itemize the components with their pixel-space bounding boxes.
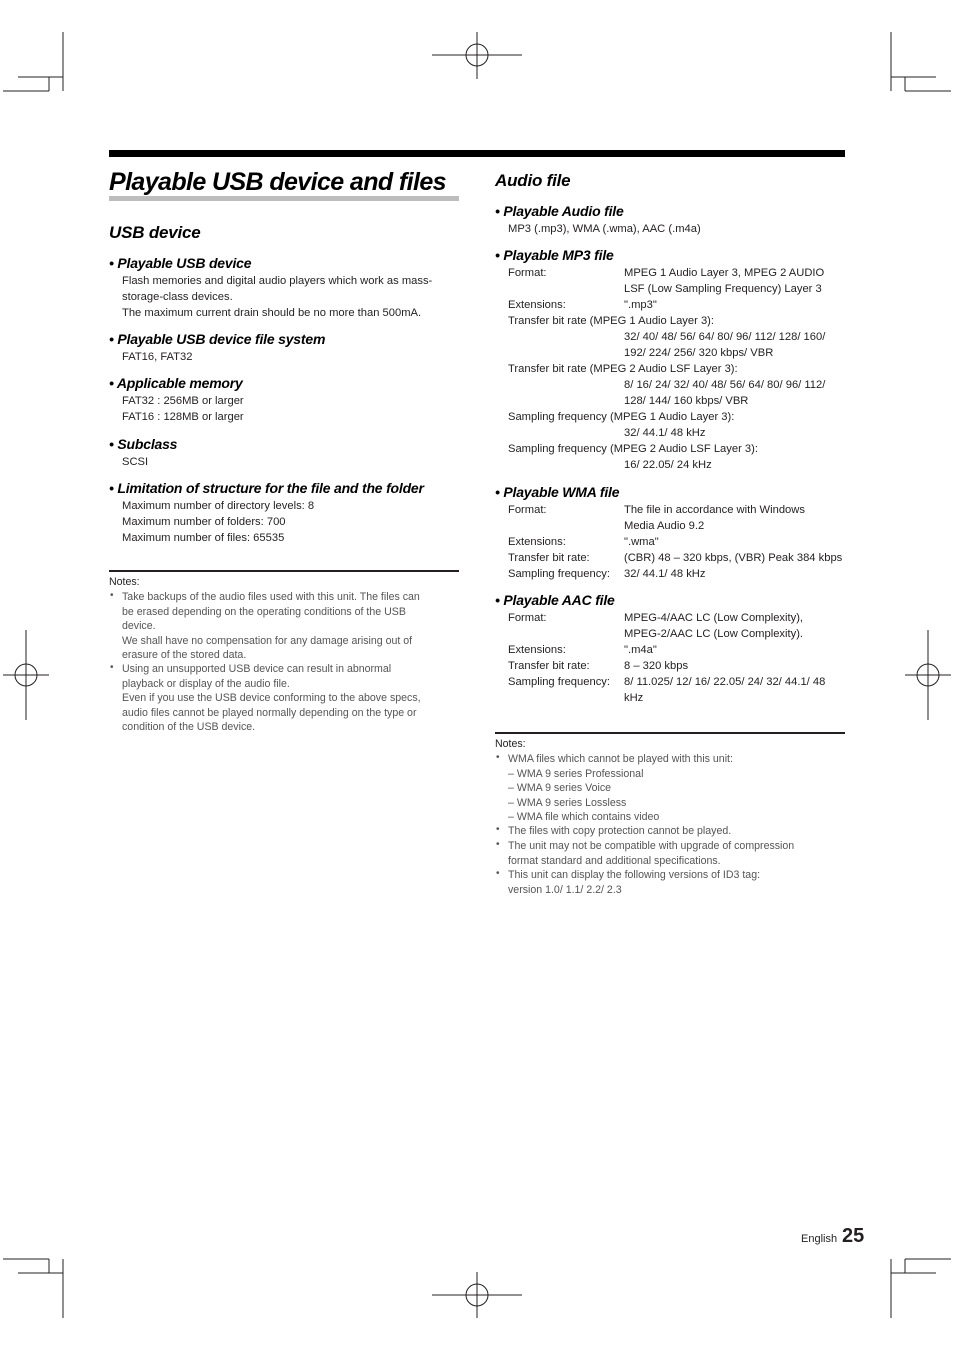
footer-language: English bbox=[801, 1233, 838, 1245]
spec-value: 8/ 16/ 24/ 32/ 40/ 48/ 56/ 64/ 80/ 96/ 112/ bbox=[624, 379, 826, 391]
spec-value: (CBR) 48 – 320 kbps, (VBR) Peak 384 kbps bbox=[624, 552, 843, 564]
spec-value: 16/ 22.05/ 24 kHz bbox=[624, 459, 712, 471]
section-title: • Playable MP3 file bbox=[495, 247, 614, 263]
section-title: • Subclass bbox=[109, 436, 178, 452]
spec-value: MPEG-2/AAC LC (Low Complexity). bbox=[624, 628, 804, 640]
note-line: playback or display of the audio file. bbox=[122, 677, 290, 690]
usb-device-heading: USB device bbox=[109, 223, 201, 242]
note-line: WMA files which cannot be played with this unit: bbox=[508, 753, 733, 765]
page-number: 25 bbox=[842, 1225, 865, 1247]
note-bullet: • bbox=[496, 752, 500, 763]
spec-label: Transfer bit rate (MPEG 2 Audio LSF Layer 3): bbox=[508, 363, 738, 375]
section-line: Flash memories and digital audio players which work as mass- bbox=[122, 275, 433, 287]
section-line: FAT32 : 256MB or larger bbox=[122, 395, 244, 407]
spec-value: LSF (Low Sampling Frequency) Layer 3 bbox=[624, 283, 822, 295]
note-line: – WMA file which contains video bbox=[508, 811, 660, 823]
spec-label: Format: bbox=[508, 612, 547, 624]
note-line: be erased depending on the operating conditions of the USB bbox=[122, 605, 406, 618]
section-title: • Limitation of structure for the file and the folder bbox=[109, 480, 424, 496]
note-line: version 1.0/ 1.1/ 2.2/ 2.3 bbox=[508, 883, 622, 896]
spec-value: Media Audio 9.2 bbox=[624, 520, 705, 532]
section-title: • Playable USB device file system bbox=[109, 331, 326, 347]
spec-label: Sampling frequency: bbox=[508, 676, 610, 688]
note-line: Take backups of the audio files used with this unit. The files can bbox=[122, 591, 420, 603]
section-line: SCSI bbox=[122, 456, 149, 468]
note-bullet: • bbox=[496, 824, 500, 835]
section-title: • Playable AAC file bbox=[495, 592, 615, 608]
section-line: Maximum number of folders: 700 bbox=[122, 516, 286, 528]
note-bullet: • bbox=[110, 662, 114, 673]
spec-value: 128/ 144/ 160 kbps/ VBR bbox=[624, 395, 749, 407]
section-line: storage-class devices. bbox=[122, 291, 233, 303]
spec-label: Transfer bit rate: bbox=[508, 552, 590, 564]
spec-value: ".m4a" bbox=[624, 644, 657, 656]
section-line: FAT16, FAT32 bbox=[122, 351, 193, 363]
spec-label: Transfer bit rate: bbox=[508, 660, 590, 672]
spec-value: 32/ 44.1/ 48 kHz bbox=[624, 568, 706, 580]
spec-value: 32/ 44.1/ 48 kHz bbox=[624, 427, 706, 439]
note-line: device. bbox=[122, 620, 156, 632]
section-line: FAT16 : 128MB or larger bbox=[122, 411, 244, 423]
audio-file-heading: Audio file bbox=[495, 171, 571, 190]
spec-value: 8/ 11.025/ 12/ 16/ 22.05/ 24/ 32/ 44.1/ 48 bbox=[624, 676, 826, 688]
note-line: This unit can display the following versions of ID3 tag: bbox=[508, 869, 761, 881]
spec-label: Sampling frequency: bbox=[508, 568, 610, 580]
section-title: • Playable WMA file bbox=[495, 484, 620, 500]
spec-label: Format: bbox=[508, 504, 547, 516]
spec-value: ".wma" bbox=[624, 536, 659, 548]
section-line: MP3 (.mp3), WMA (.wma), AAC (.m4a) bbox=[508, 223, 701, 235]
note-line: audio files cannot be played normally depending on the type or bbox=[122, 706, 417, 719]
page-title: Playable USB device and files bbox=[109, 168, 446, 196]
spec-label: Sampling frequency (MPEG 2 Audio LSF Layer 3): bbox=[508, 443, 758, 455]
spec-value: 192/ 224/ 256/ 320 kbps/ VBR bbox=[624, 347, 774, 359]
header-bar bbox=[109, 150, 845, 157]
notes-divider bbox=[495, 732, 845, 734]
note-line: – WMA 9 series Voice bbox=[508, 782, 612, 794]
spec-value: kHz bbox=[624, 692, 644, 704]
notes-label: Notes: bbox=[495, 738, 526, 750]
note-line: – WMA 9 series Lossless bbox=[508, 796, 627, 809]
notes-label: Notes: bbox=[109, 576, 140, 588]
note-line: – WMA 9 series Professional bbox=[508, 767, 644, 780]
spec-value: The file in accordance with Windows bbox=[624, 504, 805, 516]
spec-value: MPEG 1 Audio Layer 3, MPEG 2 AUDIO bbox=[624, 267, 825, 279]
spec-value: MPEG-4/AAC LC (Low Complexity), bbox=[624, 612, 804, 624]
section-title: • Applicable memory bbox=[109, 375, 243, 391]
spec-value: ".mp3" bbox=[624, 299, 657, 311]
section-title: • Playable USB device bbox=[109, 255, 252, 271]
note-bullet: • bbox=[496, 868, 500, 879]
note-line: The unit may not be compatible with upgrade of compression bbox=[508, 840, 795, 852]
spec-label: Extensions: bbox=[508, 299, 566, 311]
note-bullet: • bbox=[496, 839, 500, 850]
notes-divider bbox=[109, 570, 459, 572]
section-title: • Playable Audio file bbox=[495, 203, 624, 219]
note-line: Even if you use the USB device conforming to the above specs, bbox=[122, 692, 421, 704]
title-underline bbox=[109, 196, 459, 201]
spec-value: 8 – 320 kbps bbox=[624, 660, 689, 672]
note-line: We shall have no compensation for any damage arising out of bbox=[122, 634, 413, 647]
spec-label: Extensions: bbox=[508, 536, 566, 548]
spec-label: Format: bbox=[508, 267, 547, 279]
section-line: The maximum current drain should be no more than 500mA. bbox=[122, 307, 422, 319]
spec-label: Sampling frequency (MPEG 1 Audio Layer 3): bbox=[508, 411, 735, 423]
note-bullet: • bbox=[110, 590, 114, 601]
note-line: format standard and additional specifications. bbox=[508, 854, 721, 867]
note-line: condition of the USB device. bbox=[122, 721, 256, 733]
spec-value: 32/ 40/ 48/ 56/ 64/ 80/ 96/ 112/ 128/ 160/ bbox=[624, 331, 826, 343]
note-line: Using an unsupported USB device can result in abnormal bbox=[122, 663, 392, 675]
spec-label: Transfer bit rate (MPEG 1 Audio Layer 3): bbox=[508, 315, 715, 327]
section-line: Maximum number of files: 65535 bbox=[122, 532, 285, 544]
note-line: The files with copy protection cannot be played. bbox=[508, 825, 732, 837]
section-line: Maximum number of directory levels: 8 bbox=[122, 500, 315, 512]
note-line: erasure of the stored data. bbox=[122, 649, 247, 661]
spec-label: Extensions: bbox=[508, 644, 566, 656]
